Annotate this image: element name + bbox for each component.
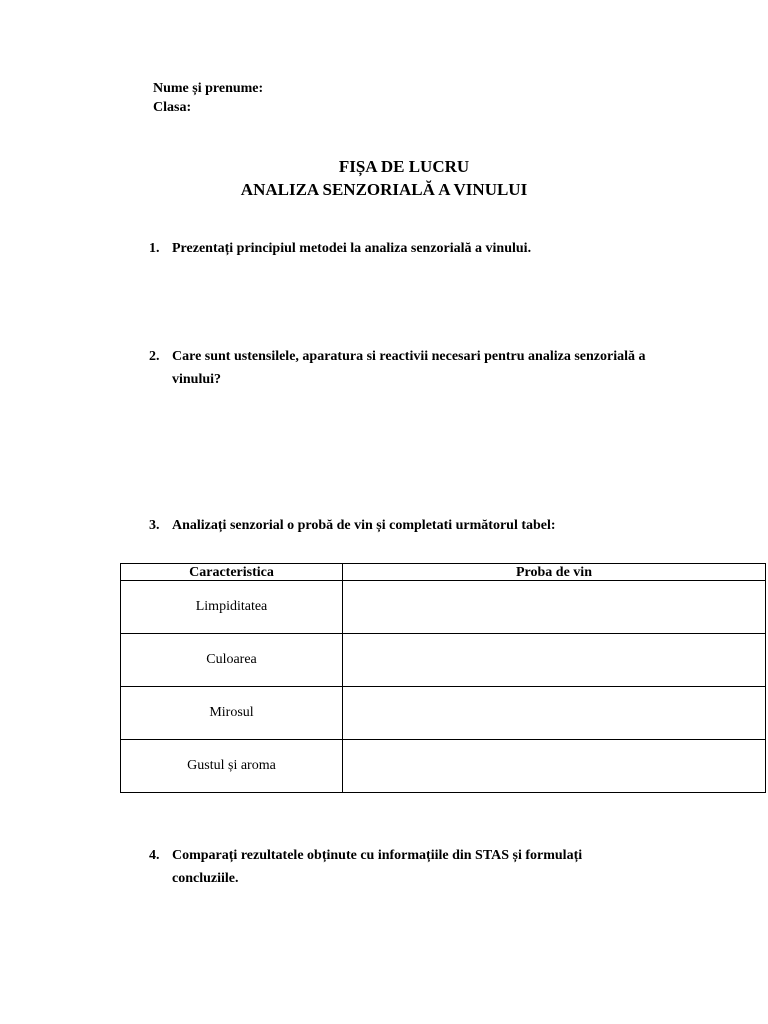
table-row [121,687,766,740]
characteristic-cell: Gustul și aroma [121,740,343,793]
sample-cell[interactable] [343,740,766,793]
page-title: FIȘA DE LUCRU [338,157,470,176]
question-4 [0,844,768,892]
question-3 [0,514,768,538]
sample-cell[interactable] [343,581,766,634]
question-number: 4. [149,848,160,863]
characteristic-cell: Culoarea [121,634,343,687]
question-text: Analizați senzorial o probă de vin și completati următorul tabel: [172,518,556,533]
question-number: 3. [149,518,160,533]
table-header-row [121,564,766,581]
question-number: 1. [149,241,160,256]
table-row [121,581,766,634]
column-header-sample: Proba de vin [343,564,766,581]
page-subtitle: ANALIZA SENZORIALĂ A VINULUI [240,180,528,199]
question-text: Care sunt ustensilele, aparatura si reactivii necesari pentru analiza senzorială a vinului? [172,349,646,387]
sample-cell[interactable] [343,634,766,687]
column-header-characteristic: Caracteristica [121,564,343,581]
table-row [121,634,766,687]
question-text: Prezentați principiul metodei la analiza senzorială a vinului. [172,241,532,256]
name-label: Nume și prenume: [153,81,264,96]
class-label: Clasa: [153,100,192,115]
question-number: 2. [149,349,160,364]
evaluation-table [120,563,766,793]
characteristic-cell: Limpiditatea [121,581,343,634]
sample-cell[interactable] [343,687,766,740]
table-row [121,740,766,793]
characteristic-cell: Mirosul [121,687,343,740]
question-2 [0,345,768,393]
question-text: Comparați rezultatele obținute cu informațiile din STAS și formulați concluziile. [172,848,583,886]
question-1 [0,237,768,261]
